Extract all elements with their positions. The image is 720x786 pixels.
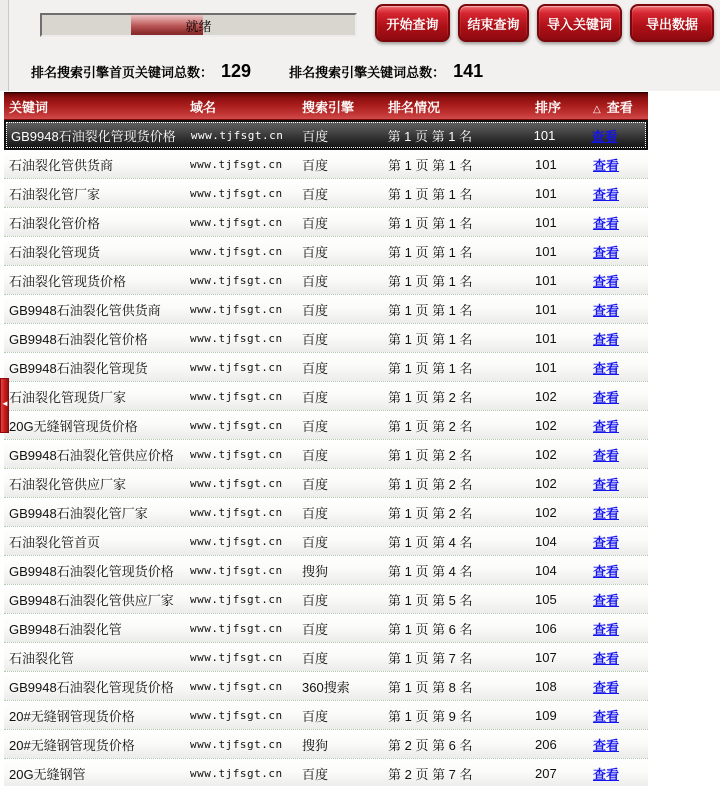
engine-cell: 百度 xyxy=(302,128,329,144)
domain-cell: www.tjfsgt.cn xyxy=(190,592,283,606)
rank-cell: 第 1 页 第 1 名 xyxy=(388,360,473,376)
table-row[interactable] xyxy=(4,701,648,730)
domain-cell: www.tjfsgt.cn xyxy=(190,650,283,664)
view-link[interactable]: 查看 xyxy=(593,244,620,260)
sort-cell: 207 xyxy=(535,765,557,781)
sort-cell: 109 xyxy=(535,707,557,723)
table-row[interactable] xyxy=(4,324,648,353)
header-view-label: 查看 xyxy=(606,99,633,115)
rank-cell: 第 1 页 第 1 名 xyxy=(387,128,473,144)
domain-cell: www.tjfsgt.cn xyxy=(190,215,283,229)
keyword-cell: 石油裂化管首页 xyxy=(9,534,101,550)
view-link[interactable]: 查看 xyxy=(593,360,620,376)
domain-cell: www.tjfsgt.cn xyxy=(190,737,283,751)
rank-cell: 第 1 页 第 5 名 xyxy=(388,592,473,608)
keyword-cell: 20#无缝钢管现货价格 xyxy=(9,737,135,753)
table-row[interactable] xyxy=(4,208,648,237)
table-row[interactable] xyxy=(4,498,648,527)
engine-cell: 百度 xyxy=(302,534,329,550)
table-row[interactable] xyxy=(4,382,648,411)
keyword-cell: 20#无缝钢管现货价格 xyxy=(9,708,135,724)
table-row[interactable] xyxy=(4,643,648,672)
engine-cell: 百度 xyxy=(302,447,329,463)
sort-triangle-icon[interactable]: △ xyxy=(593,103,601,115)
table-row[interactable] xyxy=(4,440,648,469)
domain-cell: www.tjfsgt.cn xyxy=(190,621,283,635)
rank-cell: 第 1 页 第 8 名 xyxy=(388,679,473,695)
engine-cell: 百度 xyxy=(302,157,329,173)
header-view[interactable] xyxy=(584,97,648,116)
view-link[interactable]: 查看 xyxy=(593,621,620,637)
stop-query-button[interactable]: 结束查询 xyxy=(458,4,529,42)
keyword-cell: GB9948石油裂化管厂家 xyxy=(9,505,148,521)
rank-cell: 第 1 页 第 1 名 xyxy=(388,302,473,318)
table-row[interactable] xyxy=(4,469,648,498)
sort-cell: 101 xyxy=(535,330,557,346)
keyword-cell: 石油裂化管现货价格 xyxy=(9,273,127,289)
view-link[interactable]: 查看 xyxy=(593,186,620,202)
header-keyword[interactable]: 关键词 xyxy=(9,99,49,115)
domain-cell: www.tjfsgt.cn xyxy=(190,273,283,287)
table-row[interactable] xyxy=(4,150,648,179)
import-keywords-button[interactable]: 导入关键词 xyxy=(537,4,622,42)
rank-cell: 第 1 页 第 2 名 xyxy=(388,389,473,405)
engine-cell: 百度 xyxy=(302,650,329,666)
view-link[interactable]: 查看 xyxy=(593,331,620,347)
view-link[interactable]: 查看 xyxy=(593,418,620,434)
rank-cell: 第 1 页 第 1 名 xyxy=(388,244,473,260)
results-table xyxy=(4,92,648,786)
sort-cell: 107 xyxy=(535,649,557,665)
engine-cell: 百度 xyxy=(302,476,329,492)
table-row[interactable] xyxy=(4,614,648,643)
keyword-cell: GB9948石油裂化管 xyxy=(9,621,122,637)
sort-cell: 101 xyxy=(535,359,557,375)
keyword-cell: GB9948石油裂化管现货 xyxy=(9,360,148,376)
header-domain[interactable]: 域名 xyxy=(190,99,217,115)
sort-cell: 206 xyxy=(535,736,557,752)
view-link[interactable]: 查看 xyxy=(593,157,620,173)
domain-cell: www.tjfsgt.cn xyxy=(190,447,283,461)
table-row[interactable] xyxy=(4,237,648,266)
view-link[interactable]: 查看 xyxy=(593,679,620,695)
keyword-cell: GB9948石油裂化管价格 xyxy=(9,331,148,347)
view-link[interactable]: 查看 xyxy=(593,505,620,521)
keyword-cell: 石油裂化管厂家 xyxy=(9,186,101,202)
domain-cell: www.tjfsgt.cn xyxy=(190,186,283,200)
sort-cell: 106 xyxy=(535,620,557,636)
table-row[interactable] xyxy=(4,556,648,585)
stats-bar xyxy=(31,58,711,84)
export-data-button[interactable]: 导出数据 xyxy=(630,4,714,42)
toolbar-panel xyxy=(0,0,720,91)
engine-cell: 百度 xyxy=(302,215,329,231)
domain-cell: www.tjfsgt.cn xyxy=(190,157,283,171)
domain-cell: www.tjfsgt.cn xyxy=(190,389,283,403)
view-link[interactable]: 查看 xyxy=(593,215,620,231)
keyword-cell: 20G无缝钢管 xyxy=(9,766,86,782)
sort-cell: 101 xyxy=(533,127,556,143)
homepage-keywords-total-value: 129 xyxy=(221,60,252,81)
engine-cell: 百度 xyxy=(302,708,329,724)
rank-cell: 第 2 页 第 7 名 xyxy=(388,766,473,782)
domain-cell: www.tjfsgt.cn xyxy=(190,244,283,258)
sort-cell: 101 xyxy=(535,156,557,172)
keyword-cell: 石油裂化管价格 xyxy=(9,215,101,231)
domain-cell: www.tjfsgt.cn xyxy=(190,476,283,490)
domain-cell: www.tjfsgt.cn xyxy=(190,360,283,374)
side-panel-collapse-tab[interactable] xyxy=(0,378,9,433)
sort-cell: 101 xyxy=(535,301,557,317)
table-header-row xyxy=(4,92,648,120)
view-link[interactable]: 查看 xyxy=(593,302,620,318)
domain-cell: www.tjfsgt.cn xyxy=(190,302,283,316)
keyword-cell: 石油裂化管 xyxy=(9,650,75,666)
keyword-cell: 石油裂化管供货商 xyxy=(9,157,114,173)
table-row[interactable] xyxy=(4,179,648,208)
rank-cell: 第 1 页 第 2 名 xyxy=(388,476,473,492)
domain-cell: www.tjfsgt.cn xyxy=(190,708,283,722)
rank-cell: 第 1 页 第 1 名 xyxy=(388,157,473,173)
ranked-keywords-total-value: 141 xyxy=(453,60,484,81)
sort-cell: 104 xyxy=(535,562,557,578)
sort-cell: 102 xyxy=(535,388,557,404)
sort-cell: 101 xyxy=(535,243,557,259)
keyword-cell: 石油裂化管供应厂家 xyxy=(9,476,127,492)
engine-cell: 百度 xyxy=(302,360,329,376)
table-row[interactable] xyxy=(4,295,648,324)
view-link[interactable]: 查看 xyxy=(593,650,620,666)
rank-cell: 第 1 页 第 2 名 xyxy=(388,505,473,521)
rank-cell: 第 1 页 第 9 名 xyxy=(388,708,473,724)
keyword-cell: 石油裂化管现货 xyxy=(9,244,101,260)
domain-cell: www.tjfsgt.cn xyxy=(190,128,284,142)
domain-cell: www.tjfsgt.cn xyxy=(190,679,283,693)
table-row[interactable] xyxy=(4,120,648,150)
keyword-cell: GB9948石油裂化管现货价格 xyxy=(9,563,174,579)
view-link[interactable]: 查看 xyxy=(593,708,620,724)
rank-cell: 第 1 页 第 4 名 xyxy=(388,563,473,579)
sort-cell: 102 xyxy=(535,417,557,433)
rank-cell: 第 1 页 第 2 名 xyxy=(388,447,473,463)
table-row[interactable] xyxy=(4,527,648,556)
view-link[interactable]: 查看 xyxy=(593,447,620,463)
rank-cell: 第 1 页 第 1 名 xyxy=(388,215,473,231)
domain-cell: www.tjfsgt.cn xyxy=(190,331,283,345)
domain-cell: www.tjfsgt.cn xyxy=(190,505,283,519)
view-link[interactable]: 查看 xyxy=(593,476,620,492)
view-link[interactable]: 查看 xyxy=(593,592,620,608)
engine-cell: 百度 xyxy=(302,592,329,608)
keyword-cell: GB9948石油裂化管供应价格 xyxy=(9,447,174,463)
sort-cell: 102 xyxy=(535,475,557,491)
rank-cell: 第 1 页 第 7 名 xyxy=(388,650,473,666)
engine-cell: 百度 xyxy=(302,331,329,347)
engine-cell: 百度 xyxy=(302,389,329,405)
sort-cell: 104 xyxy=(535,533,557,549)
engine-cell: 百度 xyxy=(302,186,329,202)
rank-cell: 第 1 页 第 1 名 xyxy=(388,186,473,202)
domain-cell: www.tjfsgt.cn xyxy=(190,534,283,548)
sort-cell: 105 xyxy=(535,591,557,607)
engine-cell: 百度 xyxy=(302,418,329,434)
keyword-cell: 20G无缝钢管现货价格 xyxy=(9,418,138,434)
table-row[interactable] xyxy=(4,585,648,614)
rank-cell: 第 1 页 第 6 名 xyxy=(388,621,473,637)
view-link[interactable]: 查看 xyxy=(593,273,620,289)
rank-cell: 第 1 页 第 1 名 xyxy=(388,273,473,289)
view-link[interactable]: 查看 xyxy=(593,534,620,550)
table-row[interactable] xyxy=(4,759,648,786)
engine-cell: 搜狗 xyxy=(302,737,329,753)
keyword-cell: GB9948石油裂化管供货商 xyxy=(9,302,161,318)
view-link[interactable]: 查看 xyxy=(593,563,620,579)
domain-cell: www.tjfsgt.cn xyxy=(190,418,283,432)
engine-cell: 百度 xyxy=(302,302,329,318)
sort-cell: 102 xyxy=(535,446,557,462)
engine-cell: 百度 xyxy=(302,766,329,782)
rank-cell: 第 1 页 第 2 名 xyxy=(388,418,473,434)
engine-cell: 百度 xyxy=(302,244,329,260)
table-body xyxy=(4,120,648,786)
sort-cell: 108 xyxy=(535,678,557,694)
sort-cell: 101 xyxy=(535,214,557,230)
homepage-keywords-total-label: 排名搜索引擎首页关键词总数： xyxy=(31,64,214,80)
table-row[interactable] xyxy=(4,266,648,295)
view-link[interactable]: 查看 xyxy=(593,737,620,753)
domain-cell: www.tjfsgt.cn xyxy=(190,766,283,780)
progress-status-label: 就绪 xyxy=(185,18,212,34)
view-link[interactable]: 查看 xyxy=(593,766,620,782)
keyword-cell: 石油裂化管现货厂家 xyxy=(9,389,127,405)
table-row[interactable] xyxy=(4,411,648,440)
sort-cell: 101 xyxy=(535,185,557,201)
start-query-button[interactable]: 开始查询 xyxy=(375,4,450,42)
domain-cell: www.tjfsgt.cn xyxy=(190,563,283,577)
ranked-keywords-total-label: 排名搜索引擎关键词总数： xyxy=(289,64,446,80)
progress-bar xyxy=(40,13,357,37)
keyword-cell: GB9948石油裂化管现货价格 xyxy=(9,679,174,695)
table-row[interactable] xyxy=(4,353,648,382)
keyword-cell: GB9948石油裂化管供应厂家 xyxy=(9,592,174,608)
header-engine[interactable]: 搜索引擎 xyxy=(302,99,355,115)
table-row[interactable] xyxy=(4,672,648,701)
view-link[interactable]: 查看 xyxy=(591,128,618,144)
engine-cell: 搜狗 xyxy=(302,563,329,579)
rank-cell: 第 1 页 第 1 名 xyxy=(388,331,473,347)
view-link[interactable]: 查看 xyxy=(593,389,620,405)
rank-cell: 第 2 页 第 6 名 xyxy=(388,737,473,753)
collapse-left-arrow-icon: ◄ xyxy=(1,399,9,408)
header-sort[interactable]: 排序 xyxy=(535,99,562,115)
table-row[interactable] xyxy=(4,730,648,759)
engine-cell: 百度 xyxy=(302,505,329,521)
engine-cell: 360搜索 xyxy=(302,679,350,695)
rank-cell: 第 1 页 第 4 名 xyxy=(388,534,473,550)
keyword-cell: GB9948石油裂化管现货价格 xyxy=(11,128,176,144)
header-rank[interactable]: 排名情况 xyxy=(388,99,441,115)
engine-cell: 百度 xyxy=(302,273,329,289)
sort-cell: 101 xyxy=(535,272,557,288)
engine-cell: 百度 xyxy=(302,621,329,637)
sort-cell: 102 xyxy=(535,504,557,520)
